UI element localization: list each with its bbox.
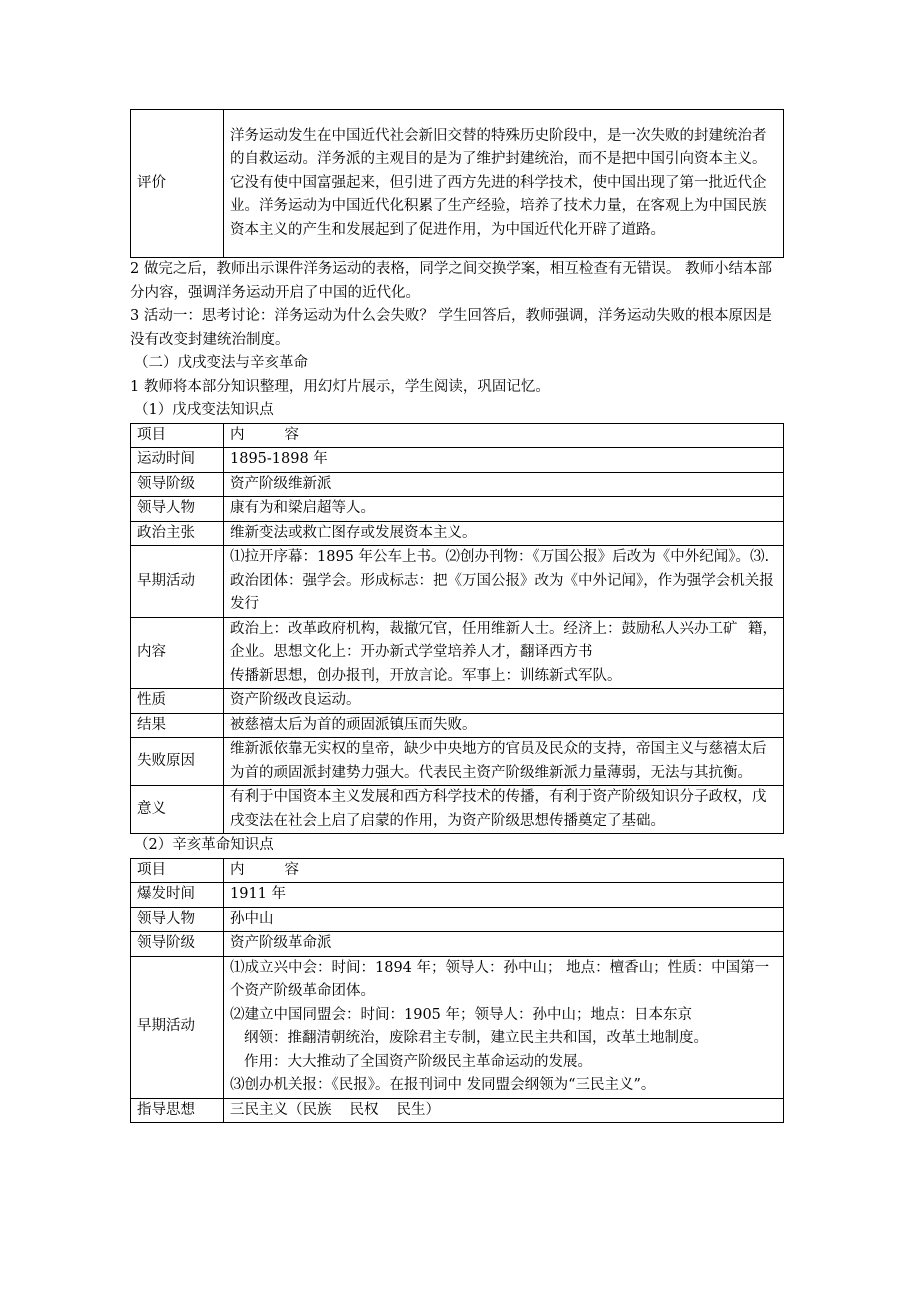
section-heading-2: （二）戊戌变法与辛亥革命 — [134, 355, 308, 371]
header-value: 内 容 — [224, 423, 784, 448]
paragraph-2: 2 做完之后，教师出示课件洋务运动的表格，同学之间交换学案，相互检查有无错误。 教师小结本部分内容，强调洋务运动开启了中国的近代化。 — [130, 261, 772, 301]
content-cell: 政治上：改革政府机构，裁撤冗官，任用维新人士。经济上：鼓励私人兴办工矿企业。思想文化上：开办新式学堂培养人才，翻译西方书 籍， 传播新思想，创办报刊，开放言论。军事上：训练新式军队。 — [224, 617, 784, 689]
table-row: 意义 有利于中国资本主义发展和西方科学技术的传播，有利于资产阶级知识分子政权，戊戌变法在社会上启了启蒙的作用，为资产阶级思想传播奠定了基础。 — [131, 786, 784, 834]
document-page — [130, 109, 784, 1123]
table-row: 领导阶级 资产阶级革命派 — [131, 932, 784, 957]
table-row: 性质 资产阶级改良运动。 — [131, 689, 784, 714]
subheading-xinhai: （2）辛亥革命知识点 — [134, 837, 274, 853]
table-row: 内容 政治上：改革政府机构，裁撤冗官，任用维新人士。经济上：鼓励私人兴办工矿企业。思想文化上：开办新式学堂培养人才，翻译西方书 籍， 传播新思想，创办报刊，开放言论。军事上：训练新式军队。 — [131, 617, 784, 689]
xinhai-table — [130, 858, 784, 1124]
table-header-row — [131, 423, 784, 448]
header-key: 项目 — [131, 423, 224, 448]
subheading-wuxu: （1）戊戌变法知识点 — [134, 402, 274, 418]
paragraph-3: 3 活动一：思考讨论：洋务运动为什么会失败？ 学生回答后，教师强调，洋务运动失败的根本原因是没有改变封建统治制度。 — [130, 308, 772, 348]
paragraph-4: 1 教师将本部分知识整理，用幻灯片展示，学生阅读，巩固记忆。 — [130, 378, 550, 395]
header-key: 项目 — [131, 858, 224, 883]
early-activities-cell: ⑴成立兴中会：时间：1894 年；领导人：孙中山； 地点：檀香山；性质：中国第一个资产阶级革命团体。 ⑵建立中国同盟会：时间：1905 年；领导人：孙中山；地点：日本东京 纲领：推翻清朝统治，废除君主专制，建立民主共和国，改革土地制度。 作用：大大推动了全国资产阶级民主革命运动的发展。 ⑶创办机关报：《民报》。在报刊词中 发同盟会纲领为“三民主义”。 — [224, 956, 784, 1098]
table-row: 政治主张 维新变法或救亡图存或发展资本主义。 — [131, 521, 784, 546]
table-row: 早期活动 ⑴拉开序幕：1895 年公车上书。⑵创办刊物：《万国公报》后改为《中外纪闻》。⑶.政治团体：强学会。形成标志：把《万国公报》改为《中外记闻》，作为强学会机关报发行 — [131, 546, 784, 618]
guide-cell: 三民主义（民族 民权 民生） — [224, 1098, 784, 1123]
table-row: 失败原因 维新派依靠无实权的皇帝，缺少中央地方的官员及民众的支持，帝国主义与慈禧太后为首的顽固派封建势力强大。代表民主资产阶级维新派力量薄弱，无法与其抗衡。 — [131, 738, 784, 786]
evaluation-table — [130, 109, 784, 258]
table-row: 结果 被慈禧太后为首的顽固派镇压而失败。 — [131, 713, 784, 738]
table-header-row — [131, 858, 784, 883]
eval-text: 洋务运动发生在中国近代社会新旧交替的特殊历史阶段中，是一次失败的封建统治者的自救运动。洋务派的主观目的是为了维护封建统治，而不是把中国引向资本主义。它没有使中国富强起来，但引进了西方先进的科学技术，使中国出现了第一批近代企业。洋务运动为中国近代化积累了生产经验，培养了技术力量，在客观上为中国民族资本主义的产生和发展起到了促进作用，为中国近代化开辟了道路。 — [224, 110, 784, 258]
table-row: 指导思想 三民主义（民族 民权 民生） — [131, 1098, 784, 1123]
table-row: 早期活动 ⑴成立兴中会：时间：1894 年；领导人：孙中山； 地点：檀香山；性质：中国第一个资产阶级革命团体。 ⑵建立中国同盟会：时间：1905 年；领导人：孙中山；地点：日本东京 纲领：推翻清朝统治，废除君主专制，建立民主共和国，改革土地制度。 作用：大大推动了全国资产阶级民主革命运动的发展。 ⑶创办机关报：《民报》。在报刊词中 发同盟会纲领为“三民主义”。 — [131, 956, 784, 1098]
table-row: 领导阶级 资产阶级维新派 — [131, 472, 784, 497]
table-row: 运动时间 1895-1898 年 — [131, 448, 784, 473]
wuxu-table — [130, 423, 784, 835]
eval-label: 评价 — [131, 110, 224, 258]
table-row: 爆发时间 1911 年 — [131, 883, 784, 908]
header-value: 内 容 — [224, 858, 784, 883]
table-row: 领导人物 康有为和梁启超等人。 — [131, 497, 784, 522]
table-row: 领导人物 孙中山 — [131, 907, 784, 932]
